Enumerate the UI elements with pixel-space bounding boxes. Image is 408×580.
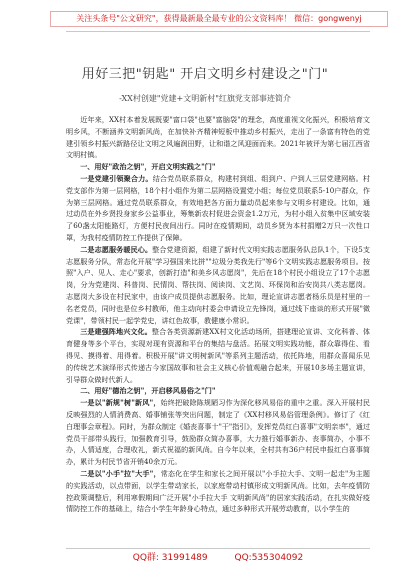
document-title: 用好三把"钥匙" 开启文明乡村建设之"门" bbox=[81, 67, 329, 82]
footer-qq: QQ:535304092 bbox=[234, 553, 304, 563]
footer bbox=[66, 552, 370, 564]
document-body bbox=[66, 114, 370, 546]
paragraph: 三是建强阵地兴文化。整合各类资源新建XX村文化活动场所，搭建理论宣讲、文化科普、体育健身等多个平台，实现对现有资源和平台的集结与盘活。拓展文明实践功能，群众靠得住、看得见、摸得着、用得着。积极开展"讲文明树新风"等系列主题活动，依托阵地，用群众喜闻乐见的传统艺术演绎形式传递古今家国故事和社会主义核心价值观融合起来，开展10多场主题宣讲，引导群众做时代新人。 bbox=[66, 327, 370, 384]
paragraph: 一是党建引领聚合力。结合党员联系群众，构建村到组、组到户、户到人三层党建网格。村党支部作为第一层网格，18个村小组作为第二层网格设置党小组；每位党员联系5-10户群众，作为第三层网格。通过党员联系群众，有效地把各方面力量动员起来参与文明乡村建设。比如，通过动员在外乡贤投身家乡公益事业，筹集新农村促进会资金1.2万元，为村小组入贫集中区域安装了60盏太阳能路灯，方便村民夜间出行。同时在疫情期间，动员乡贤为本村捐赠2万只一次性口罩，为我村疫情防控工作提供了保障。 bbox=[66, 173, 370, 242]
document-subtitle: -XX村创建"党建+文明新村"红旗党支部事迹简介 bbox=[119, 94, 291, 103]
header-banner: 关注头条号"公文研究"，获得最新最全最专业的公文资料库！ 微信：gongwenyj bbox=[50, 11, 388, 27]
paragraph: 二是志愿服务暖民心。整合党建资源，组建了新时代文明实践志愿服务队总队1个，下设5支志愿服务分队，常态化开展"学习强国来比拼""垃圾分类我先行"等6个文明实践志愿服务项目。按照"入户、见人、走心"要求，创新打造"和美乡风志愿岗"，先后在18个村民小组设立了17个志愿岗，分为党建岗、科普岗、民情岗、帮扶岗、阅读岗、文艺岗、环保岗和治安岗共八类志愿岗。志愿岗大多设在村民家中，由该户成员提供志愿服务。比如，理论宣讲志愿者杨乐员是村里的一名老党员，同时也是位乡村教师，他主动向村委会申请设立先锋岗，通过线下座谈的形式开展"微党课"，带领村民一起学党史，讲红色故事，教健康小常识。 bbox=[66, 244, 370, 325]
section-heading: 一、用好"政治之钥"，开启文明实践之"门" bbox=[80, 162, 216, 172]
paragraph: 近年来，XX村本着发展既要"富口袋"也要"富脑袋"的理念，高度重视文化振兴，积极培育文明乡风，不断涵养文明新风尚，在加快补齐精神短板中推动乡村振兴，走出了一条富有特色的党建引领乡村振兴新路径让文明之风遍润田野，让和谐之风迎面而来。2021年被评为第七届江西省文明村镇。 bbox=[66, 115, 370, 160]
footer-qq-group: QQ群: 31991489 bbox=[132, 553, 208, 563]
paragraph: 二是以"小手"拉"大手"，常态化在学生和家长之间开展以"小手拉大手、文明一起走"为主题的实践活动，以点带面，以学生带动家长，以家庭带动村镇形成文明新风尚。比如，去年疫情防控政策调整后，利用寒假期间广泛开展"小手拉大手 文明新风尚"的居家实践活动，在扎实做好疫情防控工作的基础上，结合小学生年龄身心特点，通过多种形式开展劳动教育，以小学生的 bbox=[66, 468, 370, 514]
paragraph: 一是以"新规"树"新风"，始终把破除陈规陋习作为深化移风易俗的重中之重。深入开展村民反映强烈的人情消费高、婚事铺张等突出问题，制定了《XX村移风易俗管理条例》。修订了《红白理事会章程》。同时，为群众制定《婚丧喜事十"干"指引》，发挥党员红白喜事"文明亲率"，通过党员干部带头践行，加强教育引导，鼓励群众简办喜事，大力推行婚事新办、丧事简办，小事不办，人情适度，合理收礼，新式祝福的新风尚。自今年以来，全村共有36户村民申报红白喜事简办，累计为村民节省开销40余万元。 bbox=[66, 398, 370, 467]
header-divider bbox=[66, 31, 370, 32]
footer-divider bbox=[66, 548, 370, 549]
section-heading: 二、用好"德治之钥"，开启移风易俗之"门" bbox=[80, 386, 216, 396]
